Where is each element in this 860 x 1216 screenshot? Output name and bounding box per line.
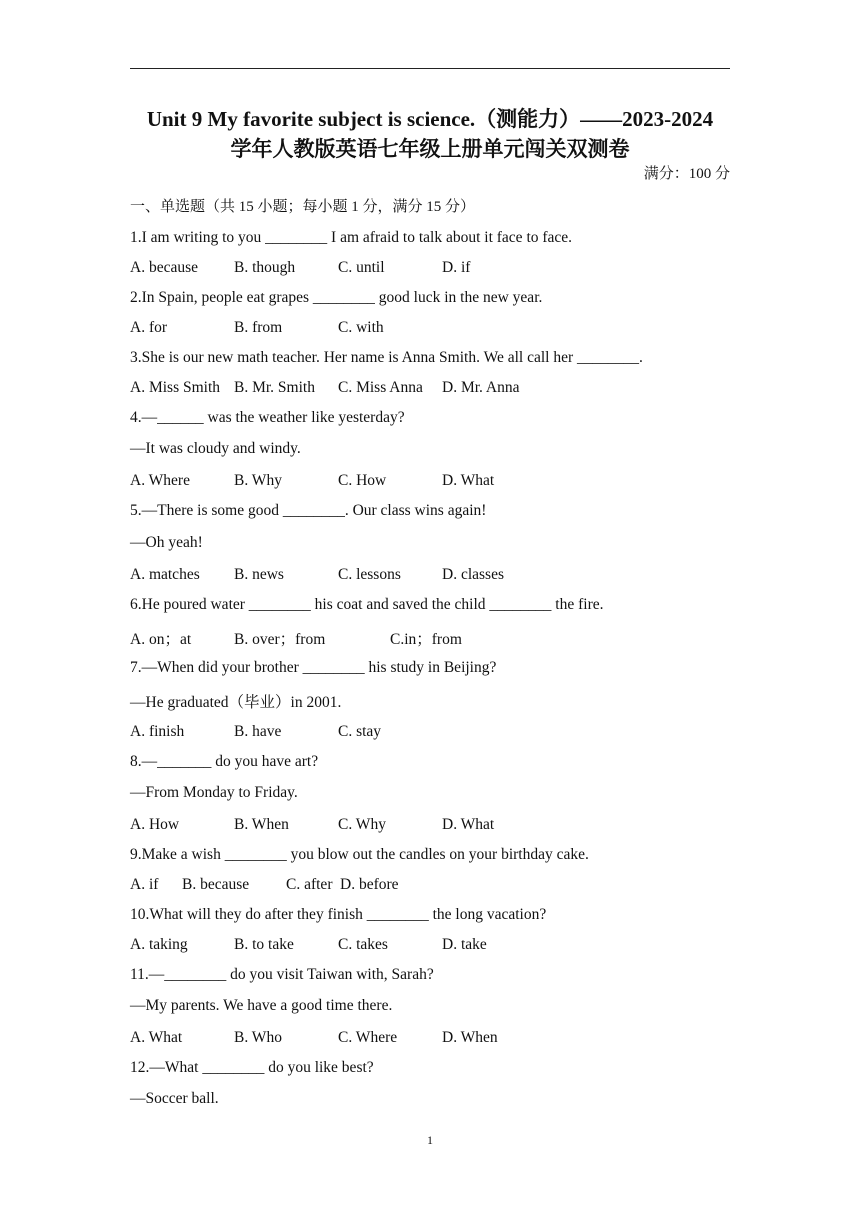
- question-9-stem: 9.Make a wish ________ you blow out the candles on your birthday cake.: [130, 846, 589, 863]
- option-a: A. Miss Smith: [130, 379, 221, 396]
- option-b: B. though: [234, 259, 296, 276]
- title-line-1: Unit 9 My favorite subject is science.（测能力）——2023-2024: [146, 107, 714, 131]
- question-10-options: [130, 936, 487, 956]
- question-8-options: [130, 816, 495, 836]
- question-5-stem: 5.—There is some good ________. Our class wins again!: [130, 502, 487, 519]
- option-c: C. Why: [338, 816, 386, 833]
- option-b: B. Why: [234, 472, 282, 489]
- header-rule: [130, 68, 730, 69]
- section-title: 一、单选题（共 15 小题；每小题 1 分，满分 15 分）: [130, 199, 476, 215]
- question-3-stem: 3.She is our new math teacher. Her name is Anna Smith. We all call her ________.: [130, 349, 643, 366]
- option-d: D. before: [340, 876, 399, 893]
- option-c: C. Miss Anna: [338, 379, 423, 396]
- option-a: A. Where: [130, 472, 190, 489]
- option-d: D. What: [442, 816, 495, 833]
- document-title: [120, 104, 740, 164]
- option-c: C. takes: [338, 936, 388, 953]
- option-d: D. take: [442, 936, 487, 953]
- question-5-options: [130, 566, 504, 586]
- option-c: C. after: [286, 876, 333, 893]
- question-11-options: [130, 1029, 498, 1049]
- option-b: B. Mr. Smith: [234, 379, 315, 396]
- option-c: C. until: [338, 259, 385, 276]
- question-11-reply: —My parents. We have a good time there.: [130, 997, 393, 1014]
- option-c: C. with: [338, 319, 384, 336]
- option-b: B. from: [234, 319, 283, 336]
- question-9-options: [130, 876, 399, 896]
- question-8-stem: 8.—_______ do you have art?: [130, 753, 319, 770]
- option-a: A. What: [130, 1029, 183, 1046]
- question-12-stem: 12.—What ________ do you like best?: [130, 1059, 374, 1076]
- option-d: D. Mr. Anna: [442, 379, 520, 396]
- question-1-options: [130, 259, 471, 279]
- option-b: B. Who: [234, 1029, 282, 1046]
- option-d: D. classes: [442, 566, 504, 583]
- question-2-options: [130, 319, 384, 339]
- option-c: C. stay: [338, 723, 382, 740]
- question-11-stem: 11.—________ do you visit Taiwan with, Sarah?: [130, 966, 434, 983]
- option-a: A. finish: [130, 723, 185, 740]
- option-a: A. on；at: [130, 631, 192, 648]
- option-a: A. How: [130, 816, 180, 833]
- question-1-stem: 1.I am writing to you ________ I am afraid to talk about it face to face.: [130, 229, 573, 246]
- page-number: 1: [427, 1133, 433, 1147]
- option-b: B. because: [182, 876, 250, 893]
- option-c: C.in；from: [390, 631, 462, 648]
- question-2-stem: 2.In Spain, people eat grapes ________ good luck in the new year.: [130, 289, 543, 306]
- question-12-reply: —Soccer ball.: [130, 1090, 219, 1107]
- question-7-stem: 7.—When did your brother ________ his study in Beijing?: [130, 659, 497, 676]
- question-8-reply: —From Monday to Friday.: [130, 784, 298, 801]
- option-d: D. What: [442, 472, 495, 489]
- question-4-reply: —It was cloudy and windy.: [130, 440, 301, 457]
- option-a: A. because: [130, 259, 198, 276]
- option-c: C. lessons: [338, 566, 401, 583]
- option-d: D. When: [442, 1029, 498, 1046]
- option-b: B. over；from: [234, 631, 326, 648]
- option-a: A. for: [130, 319, 168, 336]
- option-b: B. news: [234, 566, 284, 583]
- question-6-stem: 6.He poured water ________ his coat and saved the child ________ the fire.: [130, 596, 604, 613]
- option-b: B. to take: [234, 936, 294, 953]
- question-10-stem: 10.What will they do after they finish ________ the long vacation?: [130, 906, 547, 923]
- question-6-options: [130, 627, 462, 648]
- option-a: A. taking: [130, 936, 188, 953]
- question-3-options: [130, 379, 520, 399]
- title-line-2: 学年人教版英语七年级上册单元闯关双测卷: [230, 137, 630, 161]
- option-b: B. have: [234, 723, 282, 740]
- option-a: A. if: [130, 876, 159, 893]
- total-score: 满分：100 分: [643, 166, 730, 182]
- question-5-reply: —Oh yeah!: [130, 534, 203, 551]
- option-c: C. How: [338, 472, 387, 489]
- question-4-stem: 4.—______ was the weather like yesterday?: [130, 409, 405, 426]
- option-d: D. if: [442, 259, 471, 276]
- option-c: C. Where: [338, 1029, 398, 1046]
- question-7-reply: —He graduated（毕业）in 2001.: [130, 694, 342, 711]
- question-7-options: [130, 723, 382, 743]
- option-a: A. matches: [130, 566, 200, 583]
- question-4-options: [130, 472, 495, 492]
- option-b: B. When: [234, 816, 289, 833]
